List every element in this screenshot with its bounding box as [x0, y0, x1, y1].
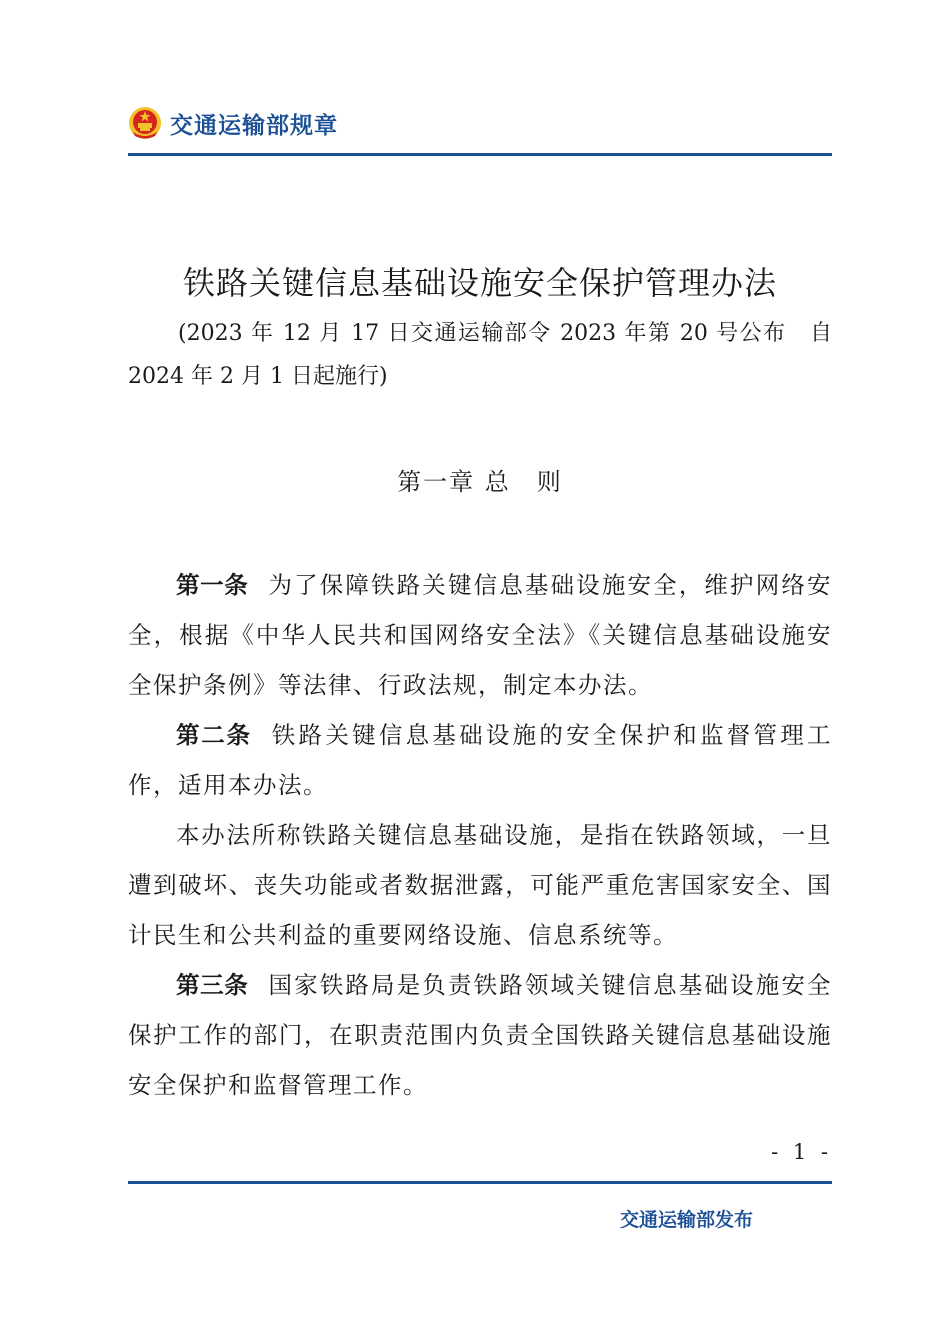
body-paragraph — [128, 810, 832, 960]
article-number: 第二条 — [176, 721, 252, 749]
footer-divider — [128, 1181, 832, 1184]
document-subtitle: (2023 年 12 月 17 日交通运输部令 2023 年第 20 号公布 自 2024 年 2 月 1 日起施行) — [128, 321, 832, 389]
article-text: 国家铁路局是负责铁路领域关键信息基础设施安全保护工作的部门，在职责范围内负责全国铁路关键信息基础设施安全保护和监督管理工作。 — [128, 971, 832, 1099]
chapter-heading: 第一章 总 则 — [397, 468, 563, 496]
article-number: 第三条 — [176, 971, 249, 999]
footer-publisher: 交通运输部发布 — [620, 1209, 754, 1231]
article-text: 为了保障铁路关键信息基础设施安全，维护网络安全，根据《中华人民共和国网络安全法》《关键信息基础设施安全保护条例》等法律、行政法规，制定本办法。 — [128, 571, 832, 699]
page-number: - 1 - — [771, 1140, 832, 1164]
document-title: 铁路关键信息基础设施安全保护管理办法 — [182, 264, 777, 302]
article-paragraph — [128, 710, 832, 810]
paragraph-text: 本办法所称铁路关键信息基础设施，是指在铁路领域，一旦遭到破坏、丧失功能或者数据泄露，可能严重危害国家安全、国计民生和公共利益的重要网络设施、信息系统等。 — [128, 821, 832, 949]
article-number: 第一条 — [176, 571, 249, 599]
article-text: 铁路关键信息基础设施的安全保护和监督管理工作，适用本办法。 — [128, 721, 833, 799]
header-divider — [128, 153, 832, 156]
document-body — [128, 560, 832, 1110]
article-paragraph — [128, 560, 832, 710]
national-emblem-icon — [128, 106, 162, 140]
header-title: 交通运输部规章 — [170, 112, 338, 139]
header — [128, 100, 338, 146]
article-paragraph — [128, 960, 832, 1110]
